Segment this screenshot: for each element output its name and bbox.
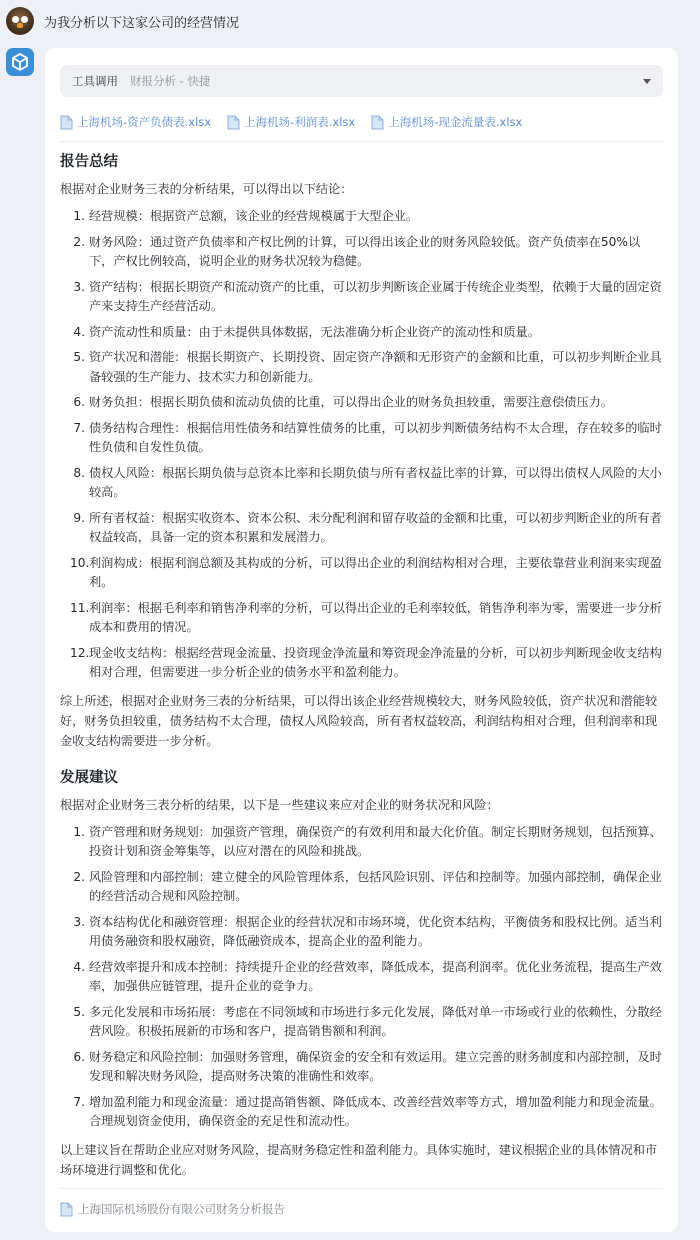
advice-conclusion: 以上建议旨在帮助企业应对财务风险，提高财务稳定性和盈利能力。具体实施时，建议根据企业的具体情况和市场环境进行调整和优化。 xyxy=(60,1142,658,1177)
list-item: 4. 资产流动性和质量：由于未提供具体数据，无法准确分析企业资产的流动性和质量。 xyxy=(73,324,540,339)
list-item: 3. 资本结构优化和融资管理：根据企业的经营状况和市场环境，优化资本结构，平衡债务和股权比例。适当利用债务融资和股权融资，降低融资成本，提高企业的盈利能力。 xyxy=(73,914,662,948)
file-link[interactable] xyxy=(371,114,522,130)
list-item: 5. 多元化发展和市场拓展：考虑在不同领域和市场进行多元化发展，降低对单一市场或行业的依赖性，分散经营风险。积极拓展新的市场和客户，提高销售额和利润。 xyxy=(73,1004,662,1038)
report-content xyxy=(60,153,663,1180)
list-item: 1. 经营规模：根据资产总额，该企业的经营规模属于大型企业。 xyxy=(73,209,419,223)
list-item: 10. 利润构成：根据利润总额及其构成的分析，可以得出企业的利润结构相对合理，主要依靠营业利润来实现盈利。 xyxy=(70,555,662,589)
list-item: 5. 资产状况和潜能：根据长期资产、长期投资、固定资产净额和无形资产的金额和比重，可以初步判断企业具备较强的生产能力、技术实力和创新能力。 xyxy=(73,350,662,384)
attached-files xyxy=(60,112,663,132)
report-summary-title: 报告总结 xyxy=(60,154,118,170)
cube-logo-icon xyxy=(10,52,30,72)
file-name[interactable]: 上海机场-资产负债表.xlsx xyxy=(77,115,212,129)
list-item: 6. 财务负担：根据长期负债和流动负债的比重，可以得出企业的财务负担较重，需要注意偿债压力。 xyxy=(73,395,614,409)
list-item: 8. 债权人风险：根据长期负债与总资本比率和长期负债与所有者权益比率的计算，可以得出债权人风险的大小较高。 xyxy=(73,465,662,499)
file-link[interactable] xyxy=(60,114,211,130)
assistant-response-card xyxy=(45,48,678,1232)
list-item: 11. 利润率：根据毛利率和销售净利率的分析，可以得出企业的毛利率较低，销售净利率为零，需要进一步分析成本和费用的情况。 xyxy=(70,600,662,634)
list-item: 9. 所有者权益：根据实收资本、资本公积、未分配利润和留存收益的金额和比重，可以初步判断企业的所有者权益较高，具备一定的资本积累和发展潜力。 xyxy=(73,510,662,544)
report-list xyxy=(60,207,663,683)
document-icon xyxy=(371,115,384,130)
document-icon xyxy=(60,115,73,130)
file-name[interactable]: 上海机场-利润表.xlsx xyxy=(244,115,356,129)
document-icon xyxy=(60,1202,73,1217)
list-item: 1. 资产管理和财务规划：加强资产管理，确保资产的有效利用和最大化价值。制定长期财务规划，包括预算、投资计划和资金筹集等，以应对潜在的风险和挑战。 xyxy=(73,824,662,858)
list-item: 7. 增加盈利能力和现金流量：通过提高销售额、降低成本、改善经营效率等方式，增加盈利能力和现金流量。合理规划资金使用，确保资金的充足性和流动性。 xyxy=(73,1094,662,1128)
report-intro: 根据对企业财务三表的分析结果，可以得出以下结论： xyxy=(60,182,353,196)
file-name[interactable]: 上海机场-现金流量表.xlsx xyxy=(388,115,523,129)
list-item: 7. 债务结构合理性：根据信用性债务和结算性债务的比重，可以初步判断债务结构不太合理，存在较多的临时性负债和自发性负债。 xyxy=(73,420,662,454)
tool-call-value: 财报分析 - 快捷 xyxy=(130,74,211,88)
advice-list xyxy=(60,823,663,1132)
list-item: 12. 现金收支结构：根据经营现金流量、投资现金净流量和筹资现金净流量的分析，可以初步判断现金收支结构相对合理，但需要进一步分析企业的债务水平和盈利能力。 xyxy=(70,645,662,679)
chevron-down-icon[interactable] xyxy=(643,79,651,84)
file-link[interactable] xyxy=(227,114,355,130)
list-item: 2. 风险管理和内部控制：建立健全的风险管理体系，包括风险识别、评估和控制等。加强内部控制，确保企业的经营活动合规和风险控制。 xyxy=(73,869,662,903)
list-item: 4. 经营效率提升和成本控制：持续提升企业的经营效率，降低成本，提高利润率。优化业务流程，提高生产效率，加强供应链管理，提升企业的竞争力。 xyxy=(73,959,662,993)
user-avatar xyxy=(6,7,34,35)
tool-call-dropdown[interactable] xyxy=(60,65,663,97)
document-icon xyxy=(227,115,240,130)
list-item: 3. 资产结构：根据长期资产和流动资产的比重，可以初步判断该企业属于传统企业类型，依赖于大量的固定资产来支持生产经营活动。 xyxy=(73,279,662,313)
list-item: 6. 财务稳定和风险控制：加强财务管理，确保资金的安全和有效运用。建立完善的财务制度和内部控制，及时发现和解决财务风险，提高财务决策的准确性和效率。 xyxy=(73,1049,662,1083)
advice-title: 发展建议 xyxy=(60,769,118,786)
list-item: 2. 财务风险：通过资产负债率和产权比例的计算，可以得出该企业的财务风险较低。资产负债率在50%以下，产权比例较高，说明企业的财务状况较为稳健。 xyxy=(73,234,641,268)
bot-avatar xyxy=(6,48,34,76)
user-message-row xyxy=(6,6,239,36)
report-file-name[interactable]: 上海国际机场股份有限公司财务分析报告 xyxy=(78,1202,285,1216)
user-message: 为我分析以下这家公司的经营情况 xyxy=(44,15,240,31)
report-file-link[interactable] xyxy=(60,1188,663,1217)
advice-intro: 根据对企业财务三表分析的结果，以下是一些建议来应对企业的财务状况和风险： xyxy=(60,797,499,812)
report-conclusion: 综上所述，根据对企业财务三表的分析结果，可以得出该企业经营规模较大，财务风险较低，资产状况和潜能较好，财务负担较重，债务结构不太合理，债权人风险较高，所有者权益较高，利润结构相对合理，但利润率和现金收支结构需要进一步分析。 xyxy=(60,693,658,748)
tool-call-label: 工具调用 xyxy=(72,74,118,88)
divider xyxy=(60,141,663,142)
